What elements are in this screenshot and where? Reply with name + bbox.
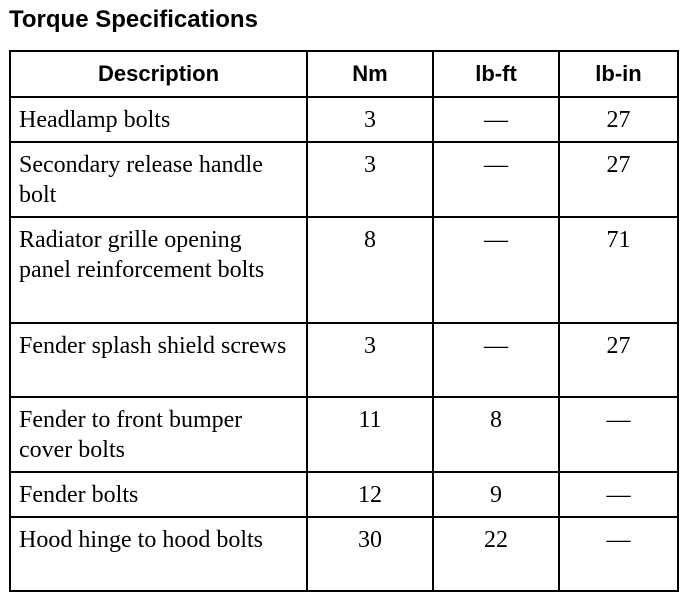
- table-row: [10, 142, 678, 217]
- cell-lbft: —: [433, 97, 559, 142]
- cell-lbin: 27: [559, 142, 678, 217]
- cell-nm: 11: [307, 397, 433, 472]
- cell-lbft: 8: [433, 397, 559, 472]
- cell-description: Headlamp bolts: [10, 97, 307, 142]
- cell-description: Hood hinge to hood bolts: [10, 517, 307, 591]
- column-header-nm: Nm: [307, 51, 433, 97]
- table-row: [10, 397, 678, 472]
- table-row: [10, 217, 678, 323]
- cell-nm: 12: [307, 472, 433, 517]
- column-header-lbin: lb-in: [559, 51, 678, 97]
- torque-spec-table: [9, 50, 679, 592]
- table-row: [10, 97, 678, 142]
- table-header-row: [10, 51, 678, 97]
- table-row: [10, 517, 678, 591]
- page-title: Torque Specifications: [9, 6, 258, 33]
- column-header-lbft: lb-ft: [433, 51, 559, 97]
- cell-description: Fender to front bumper cover bolts: [10, 397, 307, 472]
- table-row: [10, 323, 678, 397]
- cell-nm: 3: [307, 142, 433, 217]
- cell-nm: 3: [307, 323, 433, 397]
- cell-nm: 30: [307, 517, 433, 591]
- cell-description: Secondary release handle bolt: [10, 142, 307, 217]
- cell-lbin: —: [559, 517, 678, 591]
- cell-lbin: —: [559, 472, 678, 517]
- cell-lbin: 27: [559, 97, 678, 142]
- cell-description: Fender splash shield screws: [10, 323, 307, 397]
- column-header-description: Description: [10, 51, 307, 97]
- cell-description: Radiator grille opening panel reinforcement bolts: [10, 217, 307, 323]
- cell-nm: 3: [307, 97, 433, 142]
- cell-lbft: 9: [433, 472, 559, 517]
- cell-lbin: —: [559, 397, 678, 472]
- cell-lbft: —: [433, 142, 559, 217]
- cell-lbft: —: [433, 217, 559, 323]
- cell-lbin: 71: [559, 217, 678, 323]
- cell-lbft: 22: [433, 517, 559, 591]
- table-row: [10, 472, 678, 517]
- cell-description: Fender bolts: [10, 472, 307, 517]
- cell-lbin: 27: [559, 323, 678, 397]
- cell-nm: 8: [307, 217, 433, 323]
- cell-lbft: —: [433, 323, 559, 397]
